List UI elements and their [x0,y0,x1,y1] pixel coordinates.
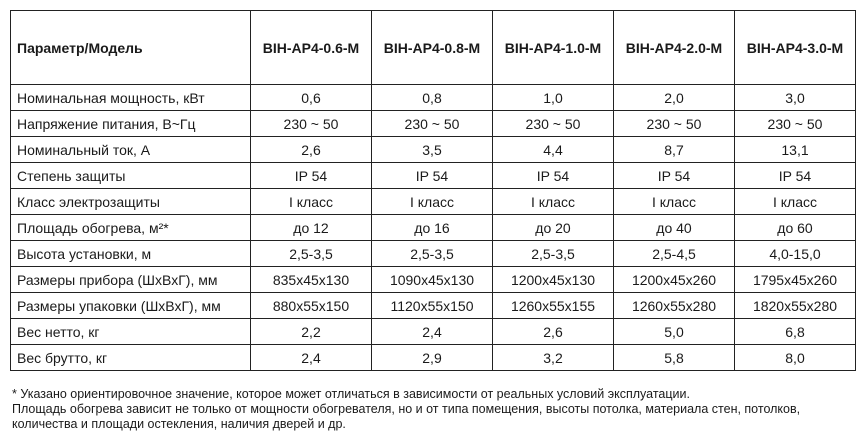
param-label-cell: Номинальный ток, А [11,137,251,163]
param-label-cell: Степень защиты [11,163,251,189]
table-row [11,319,856,345]
param-label-cell: Номинальная мощность, кВт [11,85,251,111]
footnote-line: Площадь обогрева зависит не только от мощности обогревателя, но и от типа помещения, высоты потолка, материала стен, потолков, [12,402,801,416]
value-cell: 2,6 [251,137,372,163]
model-header: BIH-AP4-1.0-M [493,11,614,85]
value-cell: 2,6 [493,319,614,345]
model-header: BIH-AP4-2.0-M [614,11,735,85]
value-cell: 4,0-15,0 [735,241,856,267]
table-row [11,215,856,241]
value-cell: 1,0 [493,85,614,111]
value-cell: IP 54 [493,163,614,189]
value-cell: 3,5 [372,137,493,163]
table-row [11,163,856,189]
value-cell: 880x55x150 [251,293,372,319]
value-cell: 1795x45x260 [735,267,856,293]
value-cell: 230 ~ 50 [735,111,856,137]
value-cell: I класс [372,189,493,215]
value-cell: 5,8 [614,345,735,371]
table-row [11,137,856,163]
value-cell: 2,0 [614,85,735,111]
value-cell: 2,4 [372,319,493,345]
model-header: BIH-AP4-0.8-M [372,11,493,85]
value-cell: 2,5-3,5 [493,241,614,267]
param-label-cell: Класс электрозащиты [11,189,251,215]
table-row [11,267,856,293]
value-cell: 5,0 [614,319,735,345]
value-cell: 13,1 [735,137,856,163]
spec-table [10,10,856,371]
value-cell: до 20 [493,215,614,241]
value-cell: до 60 [735,215,856,241]
table-row [11,111,856,137]
value-cell: 2,9 [372,345,493,371]
value-cell: 1090x45x130 [372,267,493,293]
value-cell: 835x45x130 [251,267,372,293]
value-cell: 230 ~ 50 [251,111,372,137]
value-cell: 1200x45x260 [614,267,735,293]
footnote-line: * Указано ориентировочное значение, которое может отличаться в зависимости от реальных условий эксплуатации. [12,387,690,401]
table-header-row [11,11,856,85]
value-cell: 2,5-3,5 [372,241,493,267]
param-label-cell: Размеры прибора (ШхВхГ), мм [11,267,251,293]
param-column-header: Параметр/Модель [11,11,251,85]
param-label-cell: Напряжение питания, В~Гц [11,111,251,137]
value-cell: I класс [251,189,372,215]
footnote [12,387,856,432]
param-label-cell: Размеры упаковки (ШхВхГ), мм [11,293,251,319]
value-cell: 3,0 [735,85,856,111]
table-row [11,241,856,267]
table-row [11,345,856,371]
value-cell: 2,4 [251,345,372,371]
value-cell: IP 54 [614,163,735,189]
value-cell: 0,6 [251,85,372,111]
model-header: BIH-AP4-0.6-M [251,11,372,85]
value-cell: I класс [735,189,856,215]
value-cell: 230 ~ 50 [614,111,735,137]
value-cell: 6,8 [735,319,856,345]
value-cell: 230 ~ 50 [493,111,614,137]
value-cell: 4,4 [493,137,614,163]
value-cell: до 40 [614,215,735,241]
value-cell: 1820x55x280 [735,293,856,319]
model-header: BIH-AP4-3.0-M [735,11,856,85]
value-cell: 2,2 [251,319,372,345]
value-cell: IP 54 [372,163,493,189]
table-row [11,189,856,215]
param-label-cell: Высота установки, м [11,241,251,267]
param-label-cell: Вес нетто, кг [11,319,251,345]
value-cell: 1260x55x155 [493,293,614,319]
value-cell: до 12 [251,215,372,241]
value-cell: 8,0 [735,345,856,371]
value-cell: 0,8 [372,85,493,111]
table-body [11,85,856,371]
value-cell: 1120x55x150 [372,293,493,319]
param-label-cell: Площадь обогрева, м²* [11,215,251,241]
table-row [11,85,856,111]
value-cell: I класс [614,189,735,215]
value-cell: 1200x45x130 [493,267,614,293]
value-cell: I класс [493,189,614,215]
value-cell: IP 54 [735,163,856,189]
param-label-cell: Вес брутто, кг [11,345,251,371]
value-cell: IP 54 [251,163,372,189]
value-cell: 3,2 [493,345,614,371]
value-cell: 1260x55x280 [614,293,735,319]
footnote-line: количества и площади остекления, наличия дверей и др. [12,417,346,431]
value-cell: 2,5-4,5 [614,241,735,267]
value-cell: 2,5-3,5 [251,241,372,267]
table-row [11,293,856,319]
value-cell: до 16 [372,215,493,241]
value-cell: 230 ~ 50 [372,111,493,137]
value-cell: 8,7 [614,137,735,163]
